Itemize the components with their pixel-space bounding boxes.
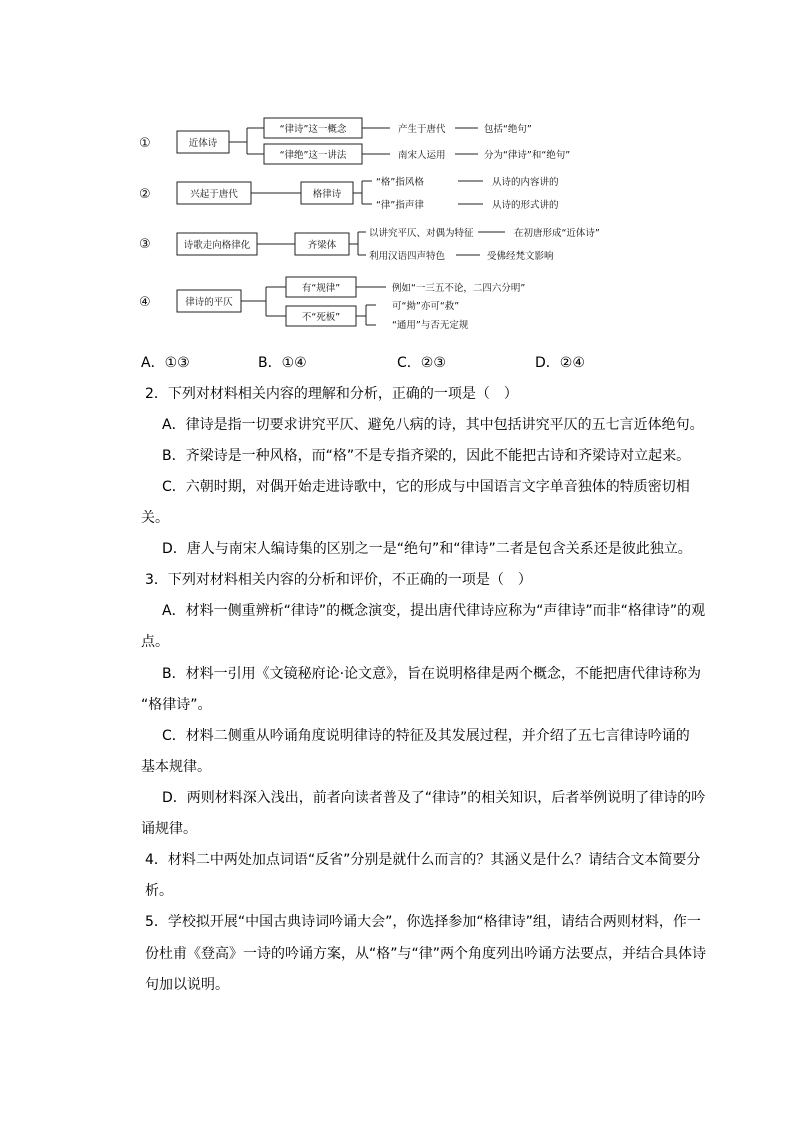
row-1-number: ①: [139, 136, 151, 151]
row-3-mid-label: 齐梁体: [307, 240, 337, 251]
q3-stem: 3．下列对材料相关内容的分析和评价，不正确的一项是（ ）: [145, 572, 532, 588]
q4-stem-cont: 析。: [145, 883, 173, 899]
diagram-row-2: [139, 176, 559, 211]
q2-option-b: B．齐梁诗是一种风格，而“格”不是专指齐梁的，因此不能把古诗和齐梁诗对立起来。: [162, 448, 691, 464]
q5-stem-cont-1: 份杜甫《登高》一诗的吟诵方案，从“格”与“律”两个角度列出吟诵方法要点，并结合具体诗: [145, 946, 707, 962]
q3-option-a: A．材料一侧重辨析“律诗”的概念演变，提出唐代律诗应称为“声律诗”而非“格律诗”的观: [162, 603, 706, 619]
row-1-branch-2-label: “律绝”这一讲法: [279, 150, 347, 161]
q2-option-d: D．唐人与南宋人编诗集的区别之一是“绝句”和“律诗”二者是包含关系还是彼此独立。: [162, 541, 692, 557]
row-4-number: ④: [139, 295, 151, 310]
q3-option-d-cont: 诵规律。: [141, 821, 197, 837]
row-2-branch-2-note: 从诗的形式讲的: [492, 200, 559, 211]
row-3-branch-1-note: 在初唐形成“近体诗”: [514, 228, 600, 239]
row-3-branch-2-desc: 利用汉语四声特色: [369, 251, 446, 262]
row-4-branch-2-desc2: “通用”与否无定规: [392, 320, 469, 331]
row-1-branch-1-note: 包括“绝句”: [484, 124, 532, 135]
row-3-branch-2-note: 受佛经梵文影响: [487, 251, 554, 262]
q1-option-d: D．②④: [535, 355, 585, 371]
row-2-branch-2-desc: “律”指声律: [376, 200, 424, 211]
row-3-root-label: 诗歌走向格律化: [183, 240, 251, 251]
row-2-branch-1-desc: “格”指风格: [376, 177, 424, 188]
row-1-branch-2-desc: 南宋人运用: [398, 150, 446, 161]
row-3-number: ③: [139, 237, 151, 252]
row-2-mid-label: 格律诗: [312, 189, 342, 200]
q2-option-c-cont: 关。: [141, 510, 169, 526]
row-2-branch-1-note: 从诗的内容讲的: [492, 177, 559, 188]
row-4-branch-2-desc: 可“拗”亦可“救”: [392, 301, 460, 312]
q3-option-d: D．两则材料深入浅出，前者向读者普及了“律诗”的相关知识，后者举例说明了律诗的吟: [162, 790, 706, 806]
q4-stem: 4．材料二中两处加点词语“反省”分别是就什么而言的？其涵义是什么？请结合文本简要分: [145, 852, 701, 868]
diagram-row-3: [139, 227, 600, 262]
row-2-root-label: 兴起于唐代: [190, 189, 238, 200]
row-2-number: ②: [139, 187, 151, 202]
q2-option-c: C．六朝时期，对偶开始走进诗歌中，它的形成与中国语言文字单音独体的特质密切相: [162, 479, 690, 495]
row-1-root-label: 近体诗: [188, 138, 218, 149]
q1-options: [141, 352, 701, 372]
row-1-branch-1-desc: 产生于唐代: [398, 124, 446, 135]
concept-diagram: [0, 0, 794, 340]
q2-option-a: A．律诗是指一切要求讲究平仄、避免八病的诗，其中包括讲究平仄的五七言近体绝句。: [162, 417, 704, 433]
row-1-branch-1-label: “律诗”这一概念: [279, 124, 347, 135]
q3-option-c: C．材料二侧重从吟诵角度说明律诗的特征及其发展过程，并介绍了五七言律诗吟诵的: [162, 728, 690, 744]
row-4-branch-1-desc: 例如“一三五不论，二四六分明”: [392, 283, 526, 294]
q3-option-b-cont: “格律诗”。: [141, 697, 212, 713]
q1-option-c: C．②③: [397, 355, 446, 371]
row-4-branch-1-label: 有“规律”: [301, 283, 341, 294]
q3-option-a-cont: 点。: [141, 634, 169, 650]
q3-option-c-cont: 基本规律。: [141, 759, 211, 775]
row-4-branch-2-label: 不“死板”: [301, 312, 341, 323]
q1-option-b: B．①④: [258, 355, 307, 371]
row-1-branch-2-note: 分为“律诗”和“绝句”: [484, 150, 571, 161]
row-4-root-label: 律诗的平仄: [185, 297, 233, 308]
diagram-row-4: [139, 277, 525, 331]
q2-stem: 2．下列对材料相关内容的理解和分析，正确的一项是（ ）: [145, 386, 518, 402]
q1-option-a: A．①③: [141, 355, 190, 371]
row-3-branch-1-desc: 以讲究平仄、对偶为特征: [369, 228, 474, 239]
diagram-row-1: [139, 118, 570, 164]
q5-stem: 5．学校拟开展“中国古典诗词吟诵大会”，你选择参加“格律诗”组，请结合两则材料，作一: [145, 914, 701, 930]
q3-option-b: B．材料一引用《文镜秘府论·论文意》，旨在说明格律是两个概念，不能把唐代律诗称为: [162, 666, 702, 682]
q5-stem-cont-2: 句加以说明。: [145, 977, 229, 993]
